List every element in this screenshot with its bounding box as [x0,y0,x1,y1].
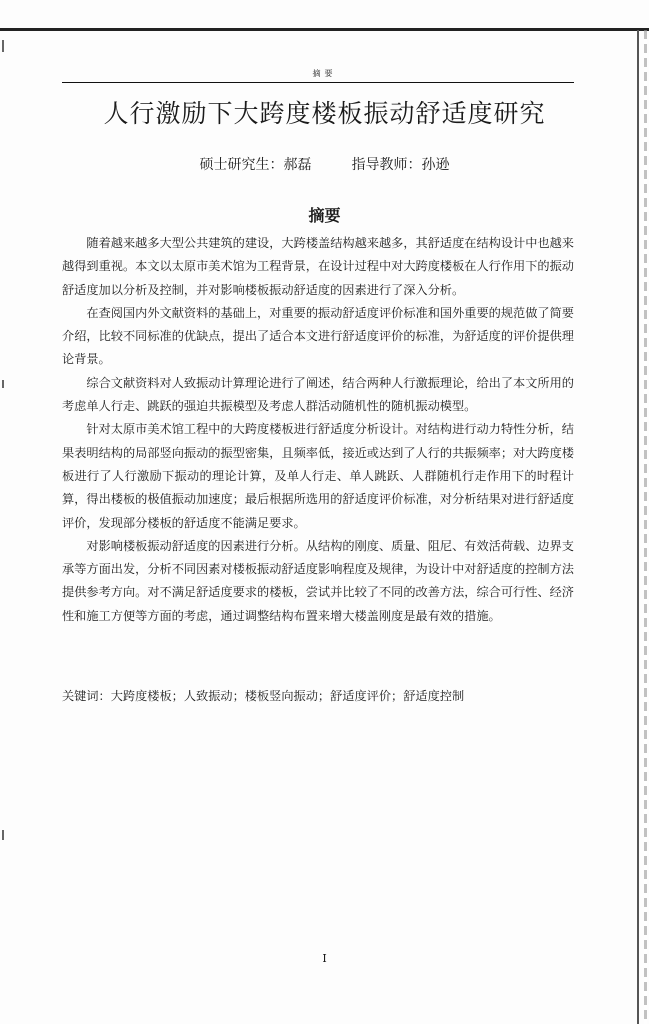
abstract-paragraph: 随着越来越多大型公共建筑的建设，大跨楼盖结构越来越多，其舒适度在结构设计中也越来越得到重视。本文以太原市美术馆为工程背景，在设计过程中对大跨度楼板在人行作用下的振动舒适度加以分析及控制，并对影响楼板振动舒适度的因素进行了深入分析。 [62,236,574,297]
scan-mark-left [2,830,4,840]
page-number: I [322,952,327,965]
abstract-paragraph: 对影响楼板振动舒适度的因素进行分析。从结构的刚度、质量、阻尼、有效活荷载、边界支承等方面出发，分析不同因素对楼板振动舒适度影响程度及规律，为设计中对舒适度的控制方法提供参考方向。对不满足舒适度要求的楼板，尝试并比较了不同的改善方法，综合可行性、经济性和施工方便等方面的考虑，通过调整结构布置来增大楼盖刚度是最有效的措施。 [62,538,574,623]
scan-edge-right-outer [644,30,647,1024]
student-name: 硕士研究生：郝磊 [199,157,312,173]
thesis-title: 人行激励下大跨度楼板振动舒适度研究 [103,99,546,128]
keywords: 关键词：大跨度楼板；人致振动；楼板竖向振动；舒适度评价；舒适度控制 [62,689,465,703]
advisor-name: 指导教师：孙逊 [351,157,450,173]
header-rule [62,82,574,83]
abstract-paragraph: 综合文献资料对人致振动计算理论进行了阐述，结合两种人行激振理论，给出了本文所用的考虑单人行走、跳跃的强迫共振模型及考虑人群活动随机性的随机振动模型。 [62,375,574,414]
abstract-heading: 摘要 [308,206,341,225]
abstract-paragraph: 在查阅国内外文献资料的基础上，对重要的振动舒适度评价标准和国外重要的规范做了简要介绍，比较不同标准的优缺点，提出了适合本文进行舒适度评价的标准，为舒适度的评价提供理论背景。 [62,305,574,367]
abstract-body [62,232,574,628]
abstract-paragraph: 针对太原市美术馆工程中的大跨度楼板进行舒适度分析设计。对结构进行动力特性分析，结果表明结构的局部竖向振动的振型密集，且频率低，接近或达到了人行的共振频率；对大跨度楼板进行了人行激励下振动的理论计算，及单人行走、单人跳跃、人群随机行走作用下的时程计算，得出楼板的极值振动加速度；最后根据所选用的舒适度评价标准，对分析结果对进行舒适度评价，发现部分楼板的舒适度不能满足要求。 [62,422,574,530]
scan-mark-left [2,380,4,388]
author-line [0,154,649,174]
scan-mark-left [2,40,4,52]
scan-edge-top [0,28,649,31]
running-head: 摘要 [312,69,337,78]
scan-edge-right [637,30,639,1024]
